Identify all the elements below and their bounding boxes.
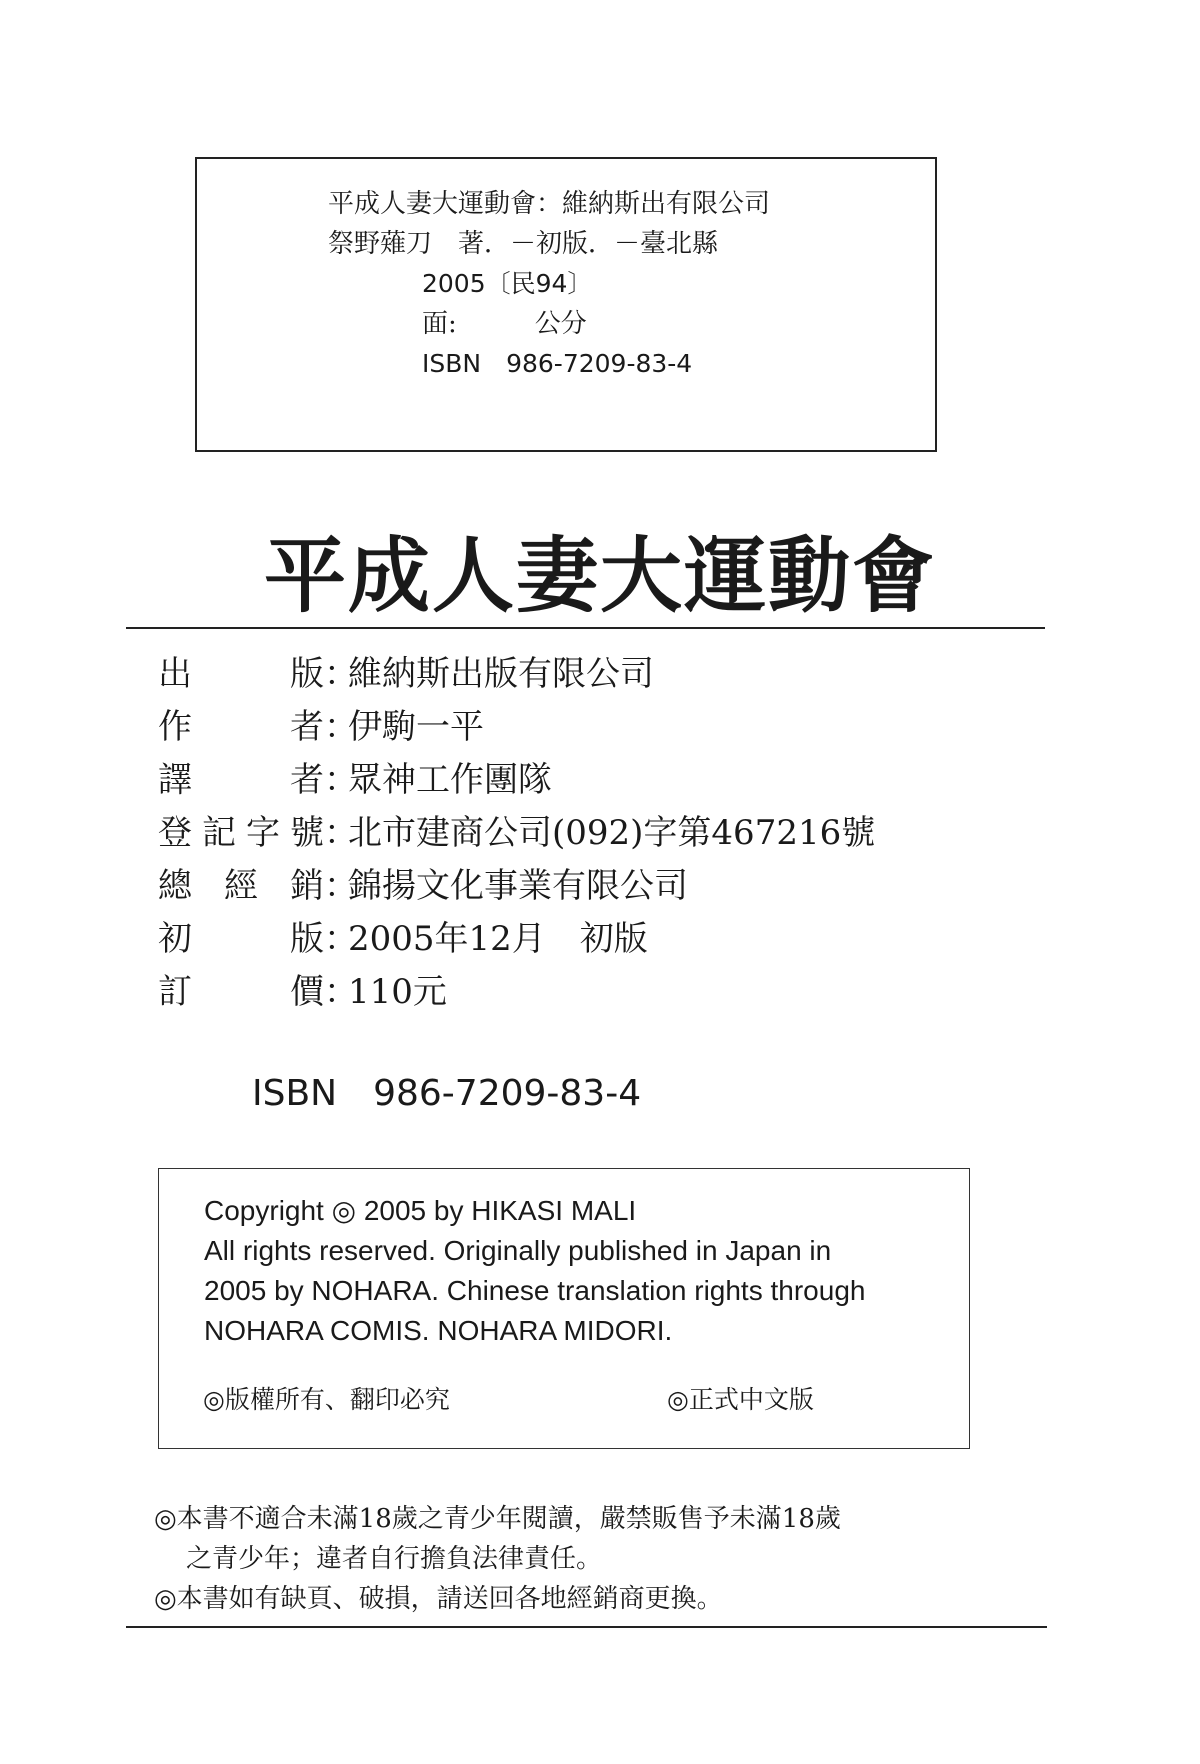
info-label: 登記字號 (158, 813, 324, 853)
info-value: 維納斯出版有限公司 (348, 654, 654, 694)
info-value: 110元 (348, 972, 447, 1012)
copyright-line-3: 2005 by NOHARA. Chinese translation rights through (204, 1275, 866, 1306)
title-divider (126, 627, 1045, 629)
info-label: 譯 者 (158, 760, 324, 800)
info-colon: ： (324, 919, 358, 959)
official-edition-note: ◎正式中文版 (667, 1385, 814, 1414)
bottom-divider (126, 1626, 1047, 1628)
cip-line-1: 平成人妻大運動會：維納斯出有限公司 (328, 189, 771, 219)
info-colon: ： (324, 813, 358, 853)
info-colon: ： (324, 707, 358, 747)
rights-reserved-note: ◎版權所有、翻印必究 (203, 1385, 450, 1414)
info-colon: ： (324, 654, 358, 694)
copyright-line-4: NOHARA COMIS. NOHARA MIDORI. (204, 1315, 673, 1346)
info-label: 訂 價 (158, 972, 324, 1012)
replacement-notice: ◎本書如有缺頁、破損，請送回各地經銷商更換。 (154, 1584, 723, 1614)
age-restriction-notice-cont: 之青少年；違者自行擔負法律責任。 (186, 1544, 603, 1574)
cip-line-5: ISBN 986-7209-83-4 (422, 349, 693, 378)
info-row-first-edition (158, 917, 648, 961)
cip-box (195, 157, 937, 452)
age-restriction-notice: ◎本書不適合未滿18歲之青少年閱讀，嚴禁販售予未滿18歲 (154, 1504, 841, 1534)
info-row-publisher (158, 652, 654, 696)
info-value: 錦揚文化事業有限公司 (348, 866, 688, 906)
copyright-box (158, 1168, 970, 1449)
info-colon: ： (324, 866, 358, 906)
info-value: 2005年12月 初版 (348, 919, 648, 959)
info-label: 初 版 (158, 919, 324, 959)
cip-line-4: 面: 公分 (422, 309, 587, 339)
book-title: 平成人妻大運動會 (263, 528, 936, 624)
info-row-registration (158, 811, 875, 855)
info-row-distributor (158, 864, 688, 908)
info-colon: ： (324, 760, 358, 800)
info-label: 作 者 (158, 707, 324, 747)
isbn: ISBN 986-7209-83-4 (252, 1073, 642, 1114)
info-value: 伊駒一平 (348, 707, 484, 747)
info-value: 北市建商公司(092)字第467216號 (348, 813, 876, 853)
cip-line-2: 祭野薙刀 著．－初版．－臺北縣 (328, 229, 719, 259)
info-row-price (158, 970, 447, 1014)
info-label: 出 版 (158, 654, 324, 694)
info-value: 眾神工作團隊 (348, 760, 552, 800)
cip-line-3: 2005〔民94〕 (422, 269, 593, 298)
info-row-author (158, 705, 484, 749)
copyright-line-2: All rights reserved. Originally published in Japan in (204, 1235, 832, 1266)
info-row-translator (158, 758, 552, 802)
info-label: 總經銷 (158, 866, 324, 906)
info-colon: ： (324, 972, 358, 1012)
copyright-line-1: Copyright ◎ 2005 by HIKASI MALI (204, 1195, 637, 1226)
